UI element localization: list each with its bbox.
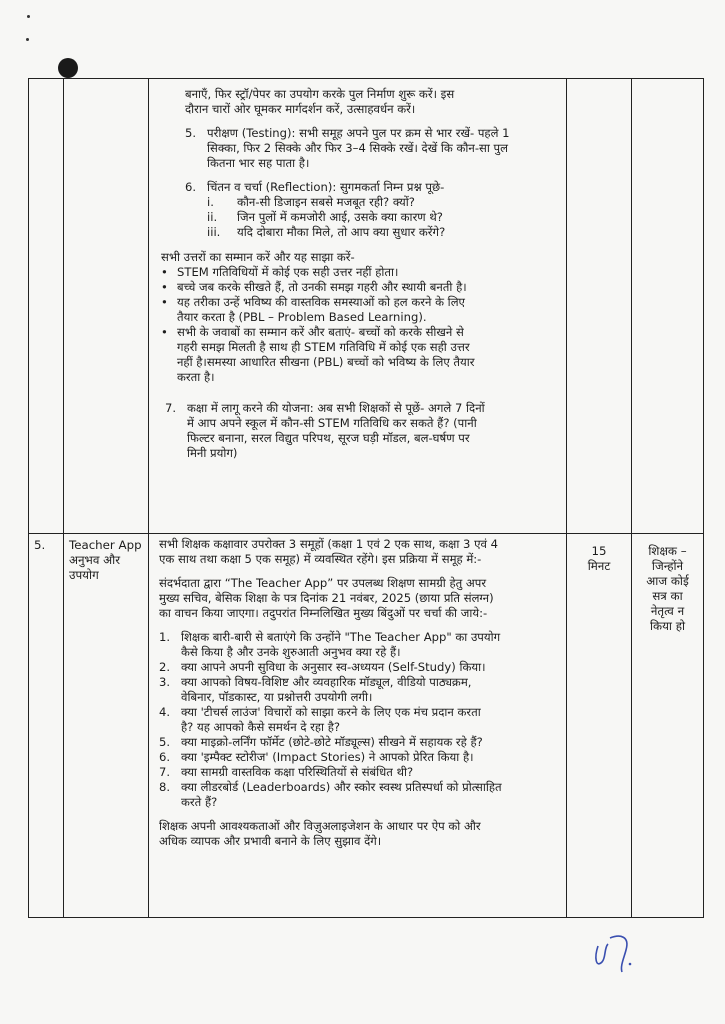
bullet-item: • बच्चे जब करके सीखते हैं, तो उनकी समझ गहरी और स्थायी बनती है। [161,280,467,294]
time-cell: 15 मिनट [567,534,632,918]
bullet-item: • सभी के जवाबों का सम्मान करें और बताएं- बच्चों को करके सीखने से गहरी समझ मिलती है साथ ही STEM गतिविधि में कोई एक सही उत्तर नहीं है।समस्या आधारित सीखना (PBL) बच्चों को भविष्य के लिए तैयार करता है। [161,325,475,384]
remark-cell: शिक्षक – जिन्होंने आज कोई सत्र का नेतृत्व न किया हो [632,534,704,918]
punch-hole [58,58,78,78]
sno-cell [29,79,64,534]
scan-speck [27,15,30,18]
table-row [29,534,704,918]
numbered-item: 8. क्या लीडरबोर्ड (Leaderboards) और स्कोर स्वस्थ प्रतिस्पर्धा को प्रोत्साहित करते हैं? [159,780,502,809]
numbered-item: 6. चिंतन व चर्चा (Reflection): सुगमकर्ता निम्न प्रश्न पूछे- [185,180,445,194]
topic-cell [64,79,149,534]
numbered-item: 5. परीक्षण (Testing): सभी समूह अपने पुल पर क्रम से भार रखें- पहले 1 सिक्का, फिर 2 सिक्के और फिर 3–4 सिक्के रखें। देखें कि कौन-सा पुल कितना भार सह पाता है। [185,126,510,170]
text-line: दौरान चारों ओर घूमकर मार्गदर्शन करें, उत्साहवर्धन करें। [185,102,416,116]
numbered-item: 1. शिक्षक बारी-बारी से बताएंगे कि उन्होंने "The Teacher App" का उपयोग कैसे किया है और उनके शुरुआती अनुभव क्या रहे हैं। [159,630,501,659]
roman-item: i. कौन-सी डिजाइन सबसे मजबूत रही? क्यों? [207,195,415,209]
bullet-item: • यह तरीका उन्हें भविष्य की वास्तविक समस्याओं को हल करने के लिए तैयार करता है (PBL – Problem Based Learning). [161,295,465,324]
numbered-item: 7. कक्षा में लागू करने की योजना: अब सभी शिक्षकों से पूछें- अगले 7 दिनों में आप अपने स्कूल में कौन-सी STEM गतिविधि कर सकते हैं? (पानी फिल्टर बनाना, सरल विद्युत परिपथ, सूरज घड़ी मॉडल, बल-घर्षण पर मिनी प्रयोग) [165,401,485,460]
numbered-item: 6. क्या 'इम्पैक्ट स्टोरीज' (Impact Stories) ने आपको प्रेरित किया है। [159,750,474,764]
text-line: बनाएँ, फिर स्ट्रॉ/पेपर का उपयोग करके पुल निर्माण शुरू करें। इस [185,87,455,101]
activity-cell: सभी शिक्षक कक्षावार उपरोक्त 3 समूहों (कक्षा 1 एवं 2 एक साथ, कक्षा 3 एवं 4 एक साथ तथा कक्षा 5 एक समूह) में व्यवस्थित रहेंगे। इस प्रक्रिया में समूह में:- संदर्भदाता द्वारा “The Teacher App” पर उपलब्ध शिक्षण सामग्री हेतु अपर मुख्य सचिव, बेसिक शिक्षा के पत्र दिनांक 21 नवंबर, 2025 (छाया प्रति संलग्न) का वाचन किया जाएगा। तदुपरांत निम्नलिखित मुख्य बिंदुओं पर चर्चा की जाये:- 1. शिक्षक बारी-बारी से बताएंगे कि उन्होंने "The Teacher App" का उपयोग कैसे किया है और उनके शुरुआती अनुभव क्या रहे हैं। 2. क्या आपने अपनी सुविधा के अनुसार स्व-अध्ययन (Self-Study) किया। 3. क्या आपको विषय-विशिष्ट और व्यवहारिक मॉड्यूल, वीडियो पाठ्यक्रम, वेबिनार, पॉडकास्ट, या प्रश्नोत्तरी उपयोगी लगी। 4. क्या 'टीचर्स लाउंज' विचारों को साझा करने के लिए एक मंच प्रदान करता है? यह आपको कैसे समर्थन दे रहा है? 5. क्या माइक्रो-लर्निंग फॉर्मेट (छोटे-छोटे मॉड्यूल्स) सीखने में सहायक रहे हैं? 6. क्या 'इम्पैक्ट स्टोरीज' (Impact Stories) ने आपको प्रेरित किया है। 7. क्या सामग्री वास्तविक कक्षा परिस्थितियों से संबंधित थी? 8. क्या लीडरबोर्ड (Leaderboards) और स्कोर स्वस्थ प्रतिस्पर्धा को प्रोत्साहित करते हैं? शिक्षक अपनी आवश्यकताओं और विज़ुअलाइजेशन के आधार पर ऐप को और अधिक व्यापक और प्रभावी बनाने के लिए सुझाव देंगे। [149,534,567,918]
numbered-item: 5. क्या माइक्रो-लर्निंग फॉर्मेट (छोटे-छोटे मॉड्यूल्स) सीखने में सहायक रहे हैं? [159,735,483,749]
bullet-item: • STEM गतिविधियों में कोई एक सही उत्तर नहीं होता। [161,265,399,279]
numbered-item: 2. क्या आपने अपनी सुविधा के अनुसार स्व-अध्ययन (Self-Study) किया। [159,660,486,674]
sno-cell: 5. [29,534,64,918]
roman-item: ii. जिन पुलों में कमजोरी आई, उसके क्या कारण थे? [207,210,443,224]
table-row [29,79,704,534]
time-cell [567,79,632,534]
numbered-item: 3. क्या आपको विषय-विशिष्ट और व्यवहारिक मॉड्यूल, वीडियो पाठ्यक्रम, वेबिनार, पॉडकास्ट, या प्रश्नोत्तरी उपयोगी लगी। [159,675,472,704]
numbered-item: 4. क्या 'टीचर्स लाउंज' विचारों को साझा करने के लिए एक मंच प्रदान करता है? यह आपको कैसे समर्थन दे रहा है? [159,705,481,734]
text-line: सभी उत्तरों का सम्मान करें और यह साझा करें- [161,250,355,264]
topic-cell: Teacher App अनुभव और उपयोग [64,534,149,918]
remark-cell [632,79,704,534]
lesson-plan-table [28,78,704,918]
numbered-item: 7. क्या सामग्री वास्तविक कक्षा परिस्थितियों से संबंधित थी? [159,765,414,779]
handwritten-signature [590,928,650,978]
roman-item: iii. यदि दोबारा मौका मिले, तो आप क्या सुधार करेंगे? [207,225,446,239]
activity-cell [149,79,567,534]
scan-speck [26,38,29,41]
